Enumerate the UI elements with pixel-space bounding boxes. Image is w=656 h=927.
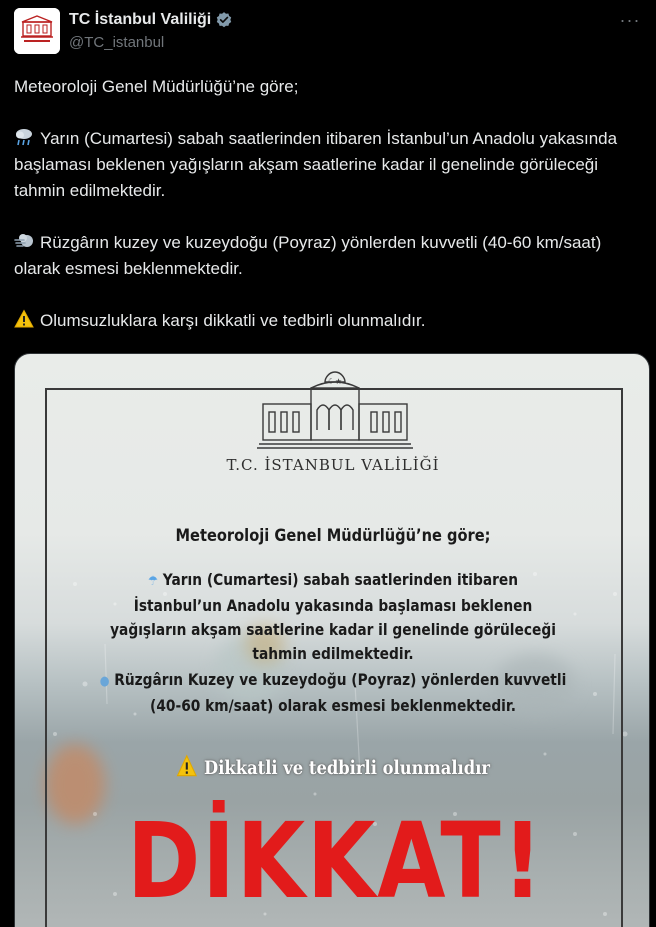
svg-text:☾★: ☾★ [327, 377, 343, 386]
image-paragraph-wind [60, 668, 607, 718]
image-warning [60, 754, 607, 780]
warning-icon [176, 754, 198, 778]
tweet-paragraph-wind-text: Rüzgârın kuzey ve kuzeydoğu (Poyraz) yönlerden kuvvetli (40-60 km/saat) olarak esmesi beklenmektedir. [14, 233, 602, 278]
tweet-media-image[interactable] [14, 353, 650, 927]
warning-icon [14, 309, 34, 329]
logo-caption: T.C. İSTANBUL VALİLİĞİ [226, 456, 440, 474]
wind-icon: ● [99, 674, 110, 689]
tweet-paragraph-rain-text: Yarın (Cumartesi) sabah saatlerinden itibaren İstanbul’un Anadolu yakasında başlaması beklenen yağışların akşam saatlerine kadar il genelinde görüleceği tahmin edilmektedir. [14, 129, 618, 200]
account-handle[interactable]: @TC_istanbul [69, 34, 165, 51]
valilik-building-icon [255, 364, 415, 464]
more-options-icon[interactable]: ··· [619, 10, 641, 30]
valilik-logo-icon [14, 8, 60, 54]
tweet-intro: Meteoroloji Genel Müdürlüğü’ne göre; [14, 77, 299, 96]
display-name[interactable]: TC İstanbul Valiliği [69, 11, 212, 28]
tweet-paragraph-warn-text: Olumsuzluklara karşı dikkatli ve tedbirli olunmalıdır. [40, 311, 426, 330]
tweet-header [14, 8, 644, 58]
image-paragraph-rain [60, 568, 607, 666]
image-title: Meteoroloji Genel Müdürlüğü’ne göre; [175, 526, 491, 546]
avatar[interactable] [14, 8, 60, 54]
tweet-paragraph-wind [14, 230, 644, 282]
tweet-paragraph-rain [14, 126, 644, 204]
image-paragraph-rain-text: Yarın (Cumartesi) sabah saatlerinden itibaren İstanbul’un Anadolu yakasında başlaması beklenen yağışların akşam saatlerine kadar il genelinde görüleceği tahmin edilmektedir. [110, 570, 556, 663]
dikkat-banner: DİKKAT! [127, 800, 545, 922]
wind-icon [14, 231, 34, 251]
tweet-text [14, 74, 644, 334]
tweet-paragraph-warn [14, 308, 644, 334]
rain-cloud-icon: ☂ [147, 574, 158, 589]
rain-cloud-icon [14, 127, 34, 147]
image-paragraph-wind-text: Rüzgârın Kuzey ve kuzeydoğu (Poyraz) yönlerden kuvvetli (40-60 km/saat) olarak esmesi beklenmektedir. [114, 670, 567, 715]
verified-badge-icon [215, 11, 233, 29]
image-warning-text: Dikkatli ve tedbirli olunmalıdır [204, 757, 491, 779]
